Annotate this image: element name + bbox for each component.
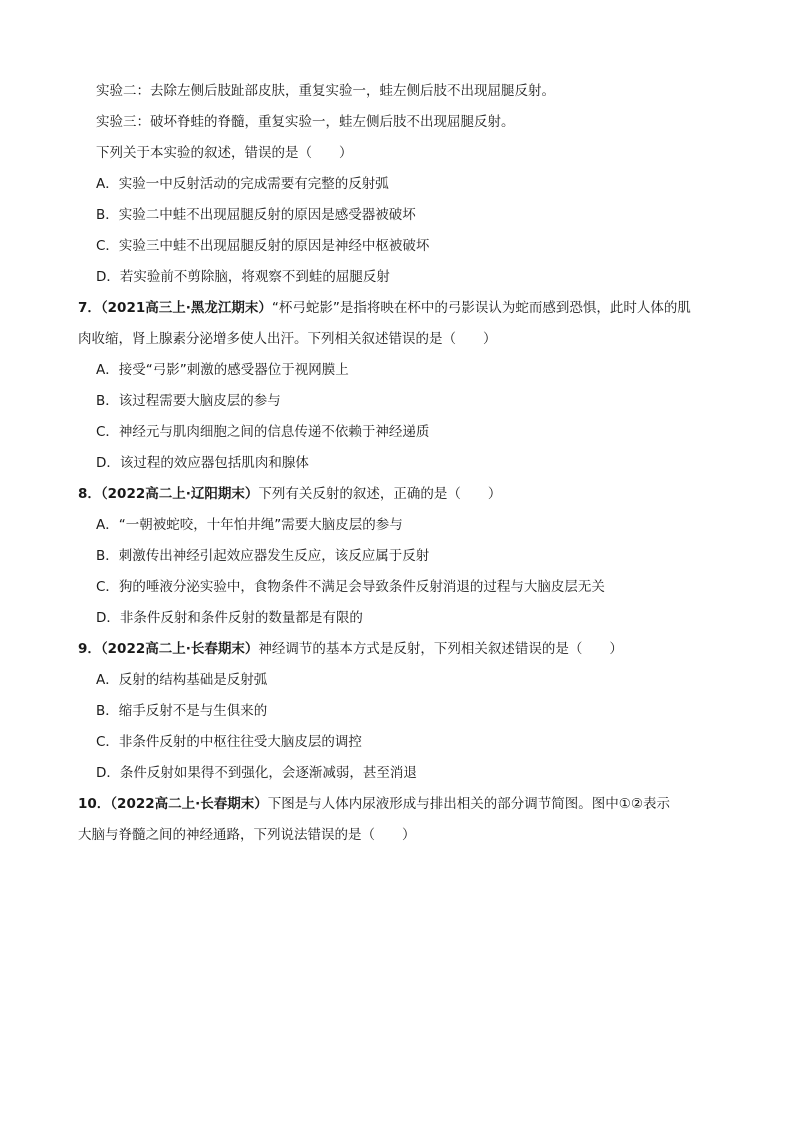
- question-number: 10．: [78, 796, 111, 812]
- q6-option-b: B．实验二中蛙不出现屈腿反射的原因是感受器被破坏: [96, 207, 416, 223]
- q6-option-d: D．若实验前不剪除脑，将观察不到蛙的屈腿反射: [96, 269, 390, 285]
- q6-option-a: A．实验一中反射活动的完成需要有完整的反射弧: [96, 176, 389, 192]
- question-10-line-2: 大脑与脊髓之间的神经通路，下列说法错误的是（ ）: [78, 827, 416, 843]
- question-text: 神经调节的基本方式是反射，下列相关叙述错误的是（ ）: [258, 641, 623, 657]
- question-10-line-1: [78, 794, 670, 814]
- q7-option-a: A．接受“弓影”刺激的感受器位于视网膜上: [96, 362, 349, 378]
- question-7-line-1: [78, 298, 691, 318]
- question-number: 8．: [78, 486, 101, 502]
- experiment-3-text: 实验三：破坏脊蛙的脊髓，重复实验一，蛙左侧后肢不出现屈腿反射。: [96, 114, 515, 130]
- question-text: 下列有关反射的叙述，正确的是（ ）: [258, 486, 502, 502]
- question-source: （2022高二上·辽阳期末）: [100, 486, 259, 502]
- question-text: 下图是与人体内尿液形成与排出相关的部分调节简图。图中①②表示: [267, 796, 670, 812]
- q9-option-d: D．条件反射如果得不到强化，会逐渐减弱，甚至消退: [96, 765, 417, 781]
- question-source: （2022高二上·长春期末）: [110, 796, 268, 812]
- q7-option-c: C．神经元与肌肉细胞之间的信息传递不依赖于神经递质: [96, 424, 430, 440]
- q8-option-d: D．非条件反射和条件反射的数量都是有限的: [96, 610, 363, 626]
- experiment-2-text: 实验二：去除左侧后肢趾部皮肤，重复实验一，蛙左侧后肢不出现屈腿反射。: [96, 83, 555, 99]
- q9-option-b: B．缩手反射不是与生俱来的: [96, 703, 268, 719]
- question-7-line-2: 肉收缩，肾上腺素分泌增多使人出汗。下列相关叙述错误的是（ ）: [78, 331, 497, 347]
- q8-option-c: C．狗的唾液分泌实验中，食物条件不满足会导致条件反射消退的过程与大脑皮层无关: [96, 579, 605, 595]
- question-source: （2021高三上·黑龙江期末）: [100, 300, 272, 316]
- question-number: 9．: [78, 641, 101, 657]
- question-source: （2022高二上·长春期末）: [100, 641, 259, 657]
- q9-option-c: C．非条件反射的中枢往往受大脑皮层的调控: [96, 734, 362, 750]
- q9-option-a: A．反射的结构基础是反射弧: [96, 672, 268, 688]
- question-8-line-1: [78, 484, 501, 504]
- question-9-line-1: [78, 639, 623, 659]
- question-text: “杯弓蛇影”是指将映在杯中的弓影误认为蛇而感到恐惧，此时人体的肌: [271, 300, 691, 316]
- question-6-stem: 下列关于本实验的叙述，错误的是（ ）: [96, 145, 353, 161]
- q8-option-b: B．刺激传出神经引起效应器发生反应，该反应属于反射: [96, 548, 430, 564]
- q7-option-b: B．该过程需要大脑皮层的参与: [96, 393, 281, 409]
- question-number: 7．: [78, 300, 101, 316]
- q6-option-c: C．实验三中蛙不出现屈腿反射的原因是神经中枢被破坏: [96, 238, 430, 254]
- q8-option-a: A．“一朝被蛇咬，十年怕井绳”需要大脑皮层的参与: [96, 517, 403, 533]
- q7-option-d: D．该过程的效应器包括肌肉和腺体: [96, 455, 309, 471]
